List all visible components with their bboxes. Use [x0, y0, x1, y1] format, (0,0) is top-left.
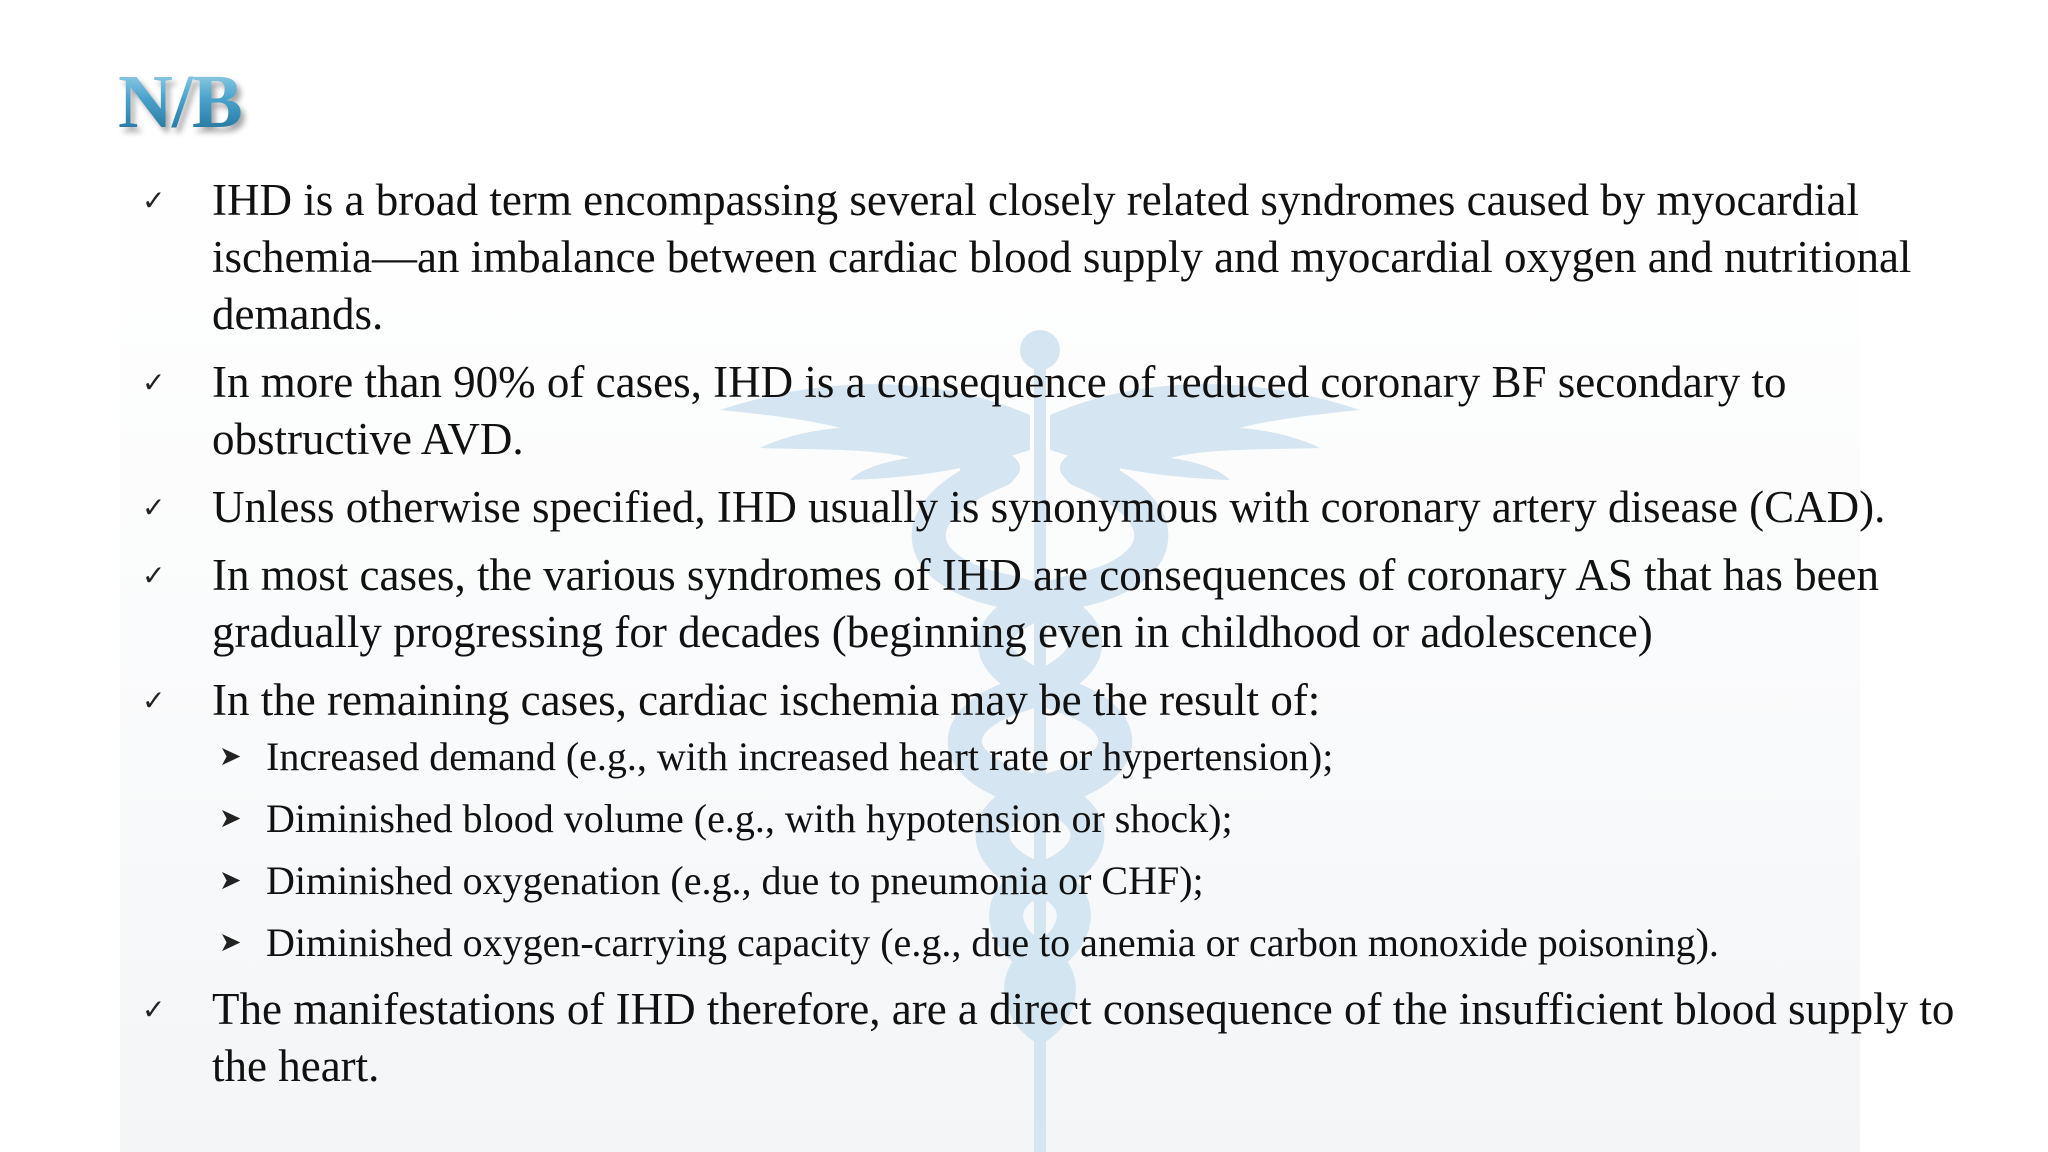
arrowhead-icon: ➤ [219, 741, 242, 772]
sub-bullet-item [212, 795, 1978, 843]
bullet-text: In most cases, the various syndromes of IHD are consequences of coronary AS that has been gradually progressing for decades (beginning even in childhood or adolescence) [212, 550, 1880, 657]
bullet-item [0, 981, 2048, 1095]
bullet-item [0, 479, 2048, 536]
arrowhead-icon: ➤ [219, 803, 242, 834]
sub-bullet-text: Diminished oxygen-carrying capacity (e.g., due to anemia or carbon monoxide poisoning). [266, 920, 1719, 965]
sub-bullet-text: Increased demand (e.g., with increased heart rate or hypertension); [266, 734, 1334, 779]
checkmark-icon: ✓ [142, 993, 166, 1026]
arrowhead-icon: ➤ [219, 927, 242, 958]
sub-bullet-item [212, 733, 1978, 781]
bullet-item [0, 672, 2048, 967]
bullet-list [0, 172, 2048, 1106]
arrowhead-icon: ➤ [219, 865, 242, 896]
checkmark-icon: ✓ [142, 559, 166, 592]
slide-title: N/B [118, 60, 242, 144]
bullet-text: In more than 90% of cases, IHD is a consequence of reduced coronary BF secondary to obstructive AVD. [212, 357, 1787, 464]
bullet-item [0, 172, 2048, 343]
bullet-text: The manifestations of IHD therefore, are a direct consequence of the insufficient blood supply to the heart. [212, 984, 1955, 1091]
bullet-text: In the remaining cases, cardiac ischemia may be the result of: [212, 675, 1321, 725]
sub-bullet-text: Diminished oxygenation (e.g., due to pneumonia or CHF); [266, 858, 1204, 903]
sub-bullet-list [212, 733, 1978, 967]
checkmark-icon: ✓ [142, 366, 166, 399]
sub-bullet-item [212, 857, 1978, 905]
checkmark-icon: ✓ [142, 684, 166, 717]
bullet-text: Unless otherwise specified, IHD usually is synonymous with coronary artery disease (CAD). [212, 482, 1886, 532]
checkmark-icon: ✓ [142, 184, 166, 217]
bullet-item [0, 354, 2048, 468]
sub-bullet-text: Diminished blood volume (e.g., with hypotension or shock); [266, 796, 1233, 841]
checkmark-icon: ✓ [142, 491, 166, 524]
sub-bullet-item [212, 919, 1978, 967]
bullet-item [0, 547, 2048, 661]
bullet-text: IHD is a broad term encompassing several closely related syndromes caused by myocardial ischemia—an imbalance between cardiac blood supply and myocardial oxygen and nutritional demands. [212, 175, 1912, 339]
